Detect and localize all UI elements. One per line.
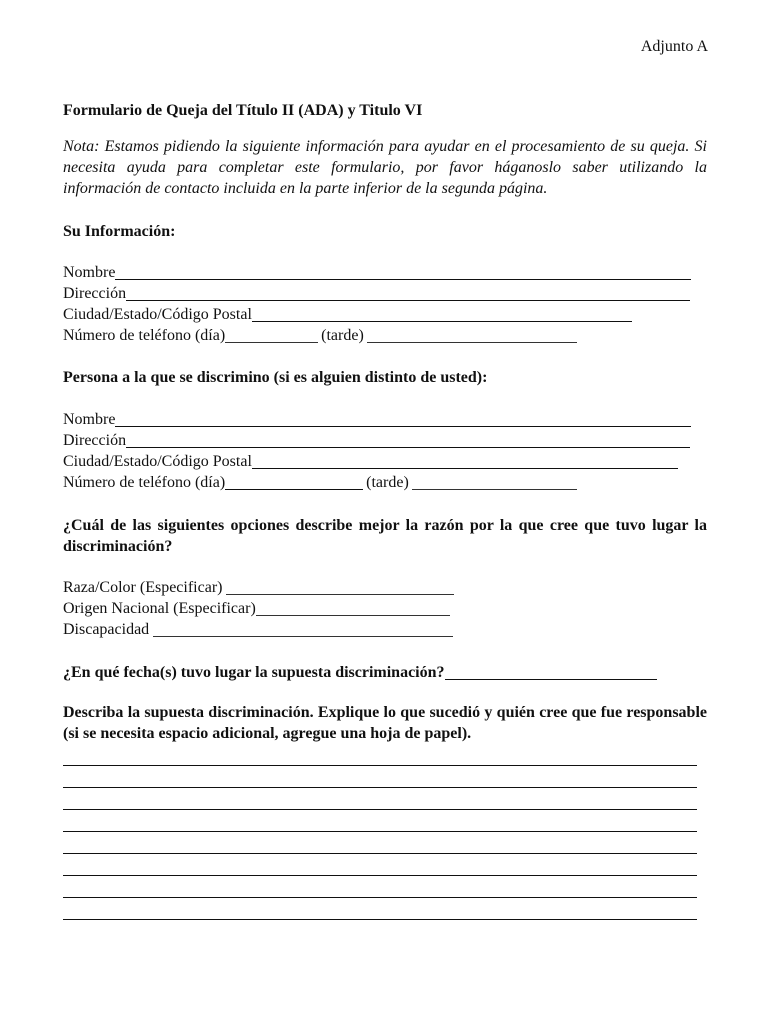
form-content (63, 100, 707, 920)
other-address-label: Dirección (63, 432, 127, 449)
description-line[interactable] (63, 897, 697, 898)
your-address-label: Dirección (63, 285, 127, 302)
description-line[interactable] (63, 875, 697, 876)
your-info-fields (63, 262, 707, 346)
disability-label: Discapacidad (63, 621, 150, 638)
other-phone-evening-field[interactable] (412, 474, 577, 490)
other-city-label: Ciudad/Estado/Código Postal (63, 453, 252, 470)
origin-label: Origen Nacional (Especificar) (63, 600, 256, 617)
race-field[interactable] (226, 579, 454, 595)
other-phone-evening-label: (tarde) (366, 474, 409, 491)
other-address-field[interactable] (126, 432, 690, 448)
description-lines[interactable] (63, 765, 707, 920)
date-field[interactable] (445, 664, 657, 680)
other-phone-day-field[interactable] (225, 474, 363, 490)
your-city-row (63, 304, 707, 325)
other-city-field[interactable] (252, 453, 678, 469)
your-name-row (63, 262, 707, 283)
other-phone-day-label: Número de teléfono (día) (63, 474, 226, 491)
other-city-row (63, 451, 707, 472)
other-person-heading: Persona a la que se discrimino (si es alguien distinto de usted): (63, 369, 488, 386)
description-line[interactable] (63, 809, 697, 810)
race-label: Raza/Color (Especificar) (63, 579, 223, 596)
other-name-label: Nombre (63, 411, 116, 428)
your-phone-day-field[interactable] (225, 327, 318, 343)
description-line[interactable] (63, 853, 697, 854)
your-address-row (63, 283, 707, 304)
origin-field[interactable] (256, 600, 450, 616)
your-name-label: Nombre (63, 264, 116, 281)
other-name-row (63, 409, 707, 430)
other-name-field[interactable] (115, 411, 691, 427)
reason-question: ¿Cuál de las siguientes opciones describe mejor la razón por la que cree que tuvo lugar la discriminación? (63, 517, 707, 555)
your-info-heading: Su Información: (63, 223, 176, 240)
your-city-field[interactable] (252, 306, 632, 322)
your-phone-evening-field[interactable] (367, 327, 577, 343)
disability-field[interactable] (153, 621, 453, 637)
race-row (63, 577, 707, 598)
your-address-field[interactable] (126, 285, 690, 301)
description-line[interactable] (63, 787, 697, 788)
intro-note: Nota: Estamos pidiendo la siguiente información para ayudar en el procesamiento de su queja. Si necesita ayuda para completar este formulario, por favor háganoslo saber utilizando la información de contacto incluida en la parte inferior de la segunda página. (63, 138, 707, 197)
your-phone-day-label: Número de teléfono (día) (63, 327, 226, 344)
date-question: ¿En qué fecha(s) tuvo lugar la supuesta discriminación? (63, 664, 445, 681)
description-line[interactable] (63, 831, 697, 832)
your-phone-row (63, 325, 707, 346)
describe-prompt: Describa la supuesta discriminación. Explique lo que sucedió y quién cree que fue responsable (si se necesita espacio adicional, agregue una hoja de papel). (63, 704, 707, 742)
your-phone-evening-label: (tarde) (321, 327, 364, 344)
other-person-fields (63, 409, 707, 493)
date-row (63, 662, 707, 683)
origin-row (63, 598, 707, 619)
other-phone-row (63, 472, 707, 493)
reason-fields (63, 577, 707, 640)
your-name-field[interactable] (115, 264, 691, 280)
other-address-row (63, 430, 707, 451)
attachment-label: Adjunto A (640, 38, 708, 55)
disability-row (63, 619, 707, 640)
form-title: Formulario de Queja del Título II (ADA) y Titulo VI (63, 102, 423, 119)
description-line[interactable] (63, 919, 697, 920)
description-line[interactable] (63, 765, 697, 766)
your-city-label: Ciudad/Estado/Código Postal (63, 306, 252, 323)
